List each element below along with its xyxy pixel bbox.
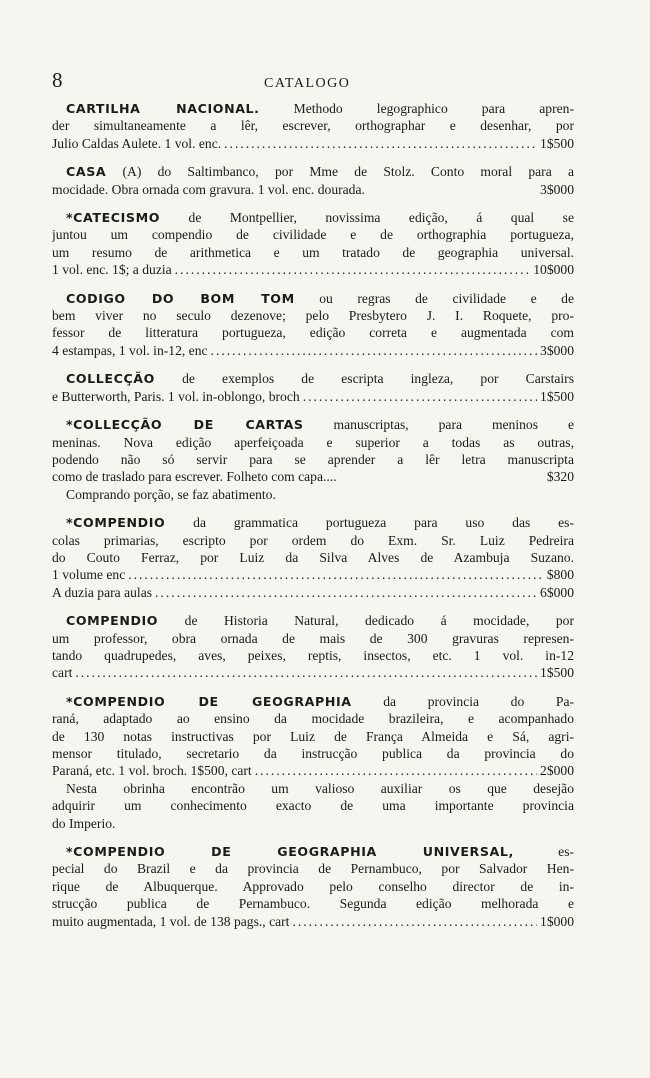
page-number: 8 [52, 68, 63, 92]
entry-line: um resumo de arithmetica e um tratado de geographia universal. [52, 244, 574, 260]
entry-note: Comprando porção, se faz abatimento. [66, 486, 276, 502]
entry-price: $800 [546, 567, 574, 583]
entry-line: fessor de litteratura portugueza, edição correta e augmentada com [52, 325, 574, 341]
entry-first-line [52, 209, 574, 226]
entry-line: mensor titulado, secretario da instrucção publica da provincia do [52, 746, 574, 761]
entry-price-row [52, 584, 574, 601]
entry-text: Methodo legographico para apren- [293, 101, 574, 116]
catalog-entry [52, 843, 574, 930]
entry-price: 10$000 [533, 262, 574, 278]
leader-dots [292, 913, 537, 930]
leader-dots [175, 261, 531, 278]
entry-first-line [52, 370, 574, 387]
entry-title: *COMPENDIO DE GEOGRAPHIA UNIVERSAL, [66, 844, 514, 860]
entry-text: manuscriptas, para meninos e [333, 417, 574, 433]
entry-text: A duzia para aulas [52, 584, 153, 600]
entry-note: Nesta obrinha encontrão um valioso auxiliar os que desejão [66, 780, 574, 796]
leader-dots [224, 135, 537, 152]
entry-title: COLLECÇÃO [66, 371, 155, 387]
catalog-entry [52, 290, 574, 360]
catalog-entry [52, 514, 574, 601]
entry-price-row [52, 913, 574, 930]
entry-line: pecial do Brazil e da provincia de Pernambuco, por Salvador Hen- [52, 861, 574, 877]
leader-dots [75, 664, 537, 681]
entry-title: *COMPENDIO [66, 515, 166, 531]
catalog-entry [52, 693, 574, 832]
catalog-entry [52, 163, 574, 198]
entry-price-row [52, 261, 574, 278]
entry-price: 1$500 [540, 665, 574, 681]
entry-price: 1$500 [540, 135, 574, 151]
entry-text: mocidade. Obra ornada com gravura. 1 vol. enc. dourada. [52, 181, 365, 197]
entry-title: CARTILHA NACIONAL. [66, 101, 260, 116]
leader-dots [128, 566, 544, 583]
entry-line: de 130 notas instructivas por Luiz de França Almeida e Sá, agri- [52, 728, 574, 744]
entry-price-row [52, 566, 574, 583]
catalog-entry [52, 370, 574, 405]
entry-text: 1 vol. enc. 1$; a duzia [52, 262, 172, 278]
catalog-entry [52, 612, 574, 682]
entry-price: 1$000 [540, 913, 574, 929]
leader-dots [155, 584, 537, 601]
entry-line: podendo não só servir para se aprender a lêr letra manuscripta [52, 451, 574, 467]
entry-line: do Couto Ferraz, por Luiz da Silva Alves de Azambuja Suzano. [52, 549, 574, 565]
entry-price: 1$500 [540, 388, 574, 404]
entry-title: *CATECISMO [66, 210, 161, 226]
catalog-entry [52, 209, 574, 279]
entry-text: de Historia Natural, dedicado á mocidade, por [184, 613, 574, 629]
entry-text: es- [558, 844, 574, 860]
entry-text: de Montpellier, novissima edição, á qual se [188, 210, 574, 226]
entry-first-line [52, 163, 574, 180]
entry-text: ou regras de civilidade e de [319, 290, 574, 306]
entry-price: 2$000 [540, 763, 574, 779]
entry-price-row [52, 181, 574, 198]
entry-title: CODIGO DO BOM TOM [66, 290, 295, 306]
entry-text: cart [52, 665, 73, 681]
entry-price: 3$000 [540, 342, 574, 358]
entry-title: COMPENDIO [66, 613, 159, 629]
entry-line: meninas. Nova edição aperfeiçoada e superior a todas as outras, [52, 434, 574, 450]
running-title: CATALOGO [264, 76, 351, 91]
entry-price: $320 [546, 469, 574, 485]
page-header [52, 68, 574, 94]
entry-text: de exemplos de escripta ingleza, por Carstairs [182, 371, 574, 387]
entry-line: bem viver no seculo dezenove; pelo Presbytero J. I. Roquete, pro- [52, 308, 574, 324]
entry-text: (A) do Saltimbanco, por Mme de Stolz. Conto moral para a [122, 164, 574, 180]
entry-note: adquirir um conhecimento exacto de uma importante provincia [52, 798, 574, 814]
entry-line: colas primarias, escripto por ordem do Exm. Sr. Luiz Pedreira [52, 532, 574, 548]
entry-note: do Imperio. [52, 815, 116, 831]
entry-text: Paraná, etc. 1 vol. broch. 1$500, cart [52, 763, 252, 779]
entry-price-row [52, 135, 574, 152]
entry-text: como de traslado para escrever. Folheto com capa.... [52, 469, 337, 485]
entry-text: 1 volume enc [52, 567, 126, 583]
entry-first-line [52, 514, 574, 531]
entry-text: muito augmentada, 1 vol. de 138 pags., cart [52, 913, 290, 929]
entry-first-line [52, 612, 574, 629]
entry-price-row [52, 388, 574, 405]
leader-dots [303, 388, 537, 405]
entry-text: da provincia do Pa- [383, 693, 574, 709]
entry-title: CASA [66, 164, 107, 180]
entry-text: 4 estampas, 1 vol. in-12, enc [52, 342, 208, 358]
catalog-page [52, 68, 574, 941]
entry-line: juntou um compendio de civilidade e de orthographia portugueza, [52, 227, 574, 243]
entry-first-line [52, 100, 574, 117]
entry-first-line [52, 290, 574, 307]
entry-line: raná, adaptado ao ensino da mocidade brazileira, e acompanhado [52, 711, 574, 727]
entry-price-row [52, 342, 574, 359]
entry-price: 3$000 [540, 181, 574, 197]
entry-line: um professor, obra ornada de mais de 300 gravuras represen- [52, 630, 574, 646]
entry-text: Julio Caldas Aulete. 1 vol. enc. [52, 135, 222, 151]
entry-text: e Butterworth, Paris. 1 vol. in-oblongo, broch [52, 388, 300, 404]
entry-text: da grammatica portugueza para uso das es- [193, 515, 574, 531]
entry-price-row [52, 762, 574, 779]
entry-price-row [52, 664, 574, 681]
entry-price: 6$000 [540, 584, 574, 600]
entry-title: *COLLECÇÃO DE CARTAS [66, 417, 304, 433]
entry-first-line [52, 693, 574, 710]
catalog-entry [52, 100, 574, 152]
entry-line: tando quadrupedes, aves, peixes, reptis, insectos, etc. 1 vol. in-12 [52, 647, 574, 663]
entry-line: der simultaneamente a lêr, escrever, orthographar e desenhar, por [52, 118, 574, 134]
entry-price-row [52, 468, 574, 485]
leader-dots [255, 762, 537, 779]
entry-line: rique de Albuquerque. Approvado pelo conselho director de in- [52, 878, 574, 894]
entry-line: strucção publica de Pernambuco. Segunda edição melhorada e [52, 896, 574, 912]
entry-title: *COMPENDIO DE GEOGRAPHIA [66, 693, 352, 709]
entry-first-line [52, 416, 574, 433]
entry-first-line [52, 843, 574, 860]
leader-dots [211, 342, 537, 359]
catalog-entry [52, 416, 574, 503]
